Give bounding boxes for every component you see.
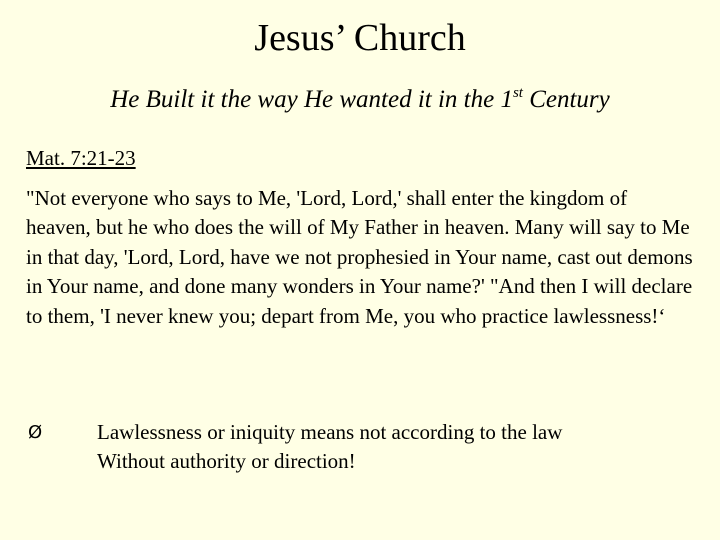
bullet-line: Lawlessness or iniquity means not according to the law — [97, 420, 563, 444]
slide-subtitle — [0, 84, 720, 116]
scripture-passage: "Not everyone who says to Me, 'Lord, Lord,' shall enter the kingdom of heaven, but he who does the will of My Father in heaven. Many will say to Me in that day, 'Lord, Lord, have we not prophesied in Your name, cast out demons in Your name, and done many wonders in Your name?' "And then I will declare to them, 'I never knew you; depart from Me, you who practice lawlessness!‘ — [26, 186, 693, 328]
scripture-reference: Mat. 7:21-23 — [26, 146, 136, 170]
subtitle-text: He Built it the way He wanted it in the 1 — [110, 86, 513, 113]
subtitle-text-end: Century — [522, 86, 610, 113]
subtitle-superscript: st — [512, 85, 523, 101]
arrow-bullet-icon: Ø — [28, 422, 43, 443]
slide-title: Jesus’ Church — [254, 17, 466, 59]
bullet-line: Without authority or direction! — [97, 449, 356, 474]
bullet-text — [97, 418, 697, 477]
